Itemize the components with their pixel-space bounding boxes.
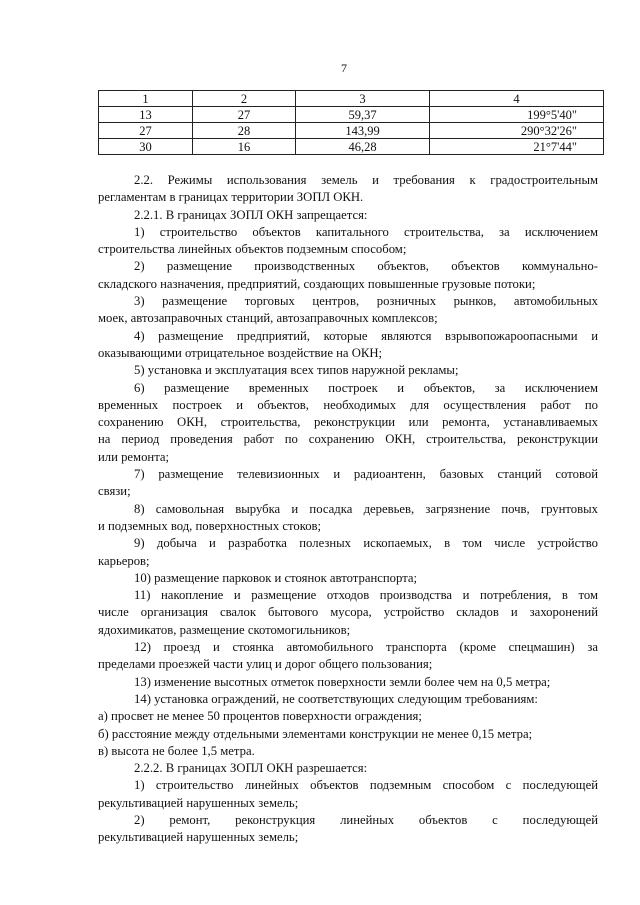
table-cell: 27 [99, 123, 193, 139]
paragraph-line: 10) размещение парковок и стоянок автотранспорта; [134, 570, 418, 585]
paragraph-line: рекультивацией нарушенных земель; [98, 795, 299, 810]
table-cell: 27 [193, 107, 296, 123]
paragraph-line: 7) размещение телевизионных и радиоантенн, базовых станций сотовой [134, 467, 598, 482]
table-header-cell: 4 [430, 91, 604, 107]
table-cell: 16 [193, 139, 296, 155]
paragraph-line: рекультивацией нарушенных земель; [98, 830, 299, 845]
paragraph-line: 2.2. Режимы использования земель и требования к градостроительным [134, 173, 598, 187]
table-row [99, 139, 604, 155]
paragraph-line: или ремонта; [98, 449, 170, 464]
paragraph-line: карьеров; [98, 553, 150, 568]
paragraph-line: 11) накопление и размещение отходов производства и потребления, в том [134, 588, 598, 603]
paragraph-line: 2) ремонт, реконструкция линейных объектов с последующей [134, 812, 598, 827]
table-row [99, 123, 604, 139]
table-cell: 59,37 [296, 107, 430, 123]
paragraph-line: 4) размещение предприятий, которые являются взрывопожароопасными и [134, 328, 598, 343]
paragraph-line: 6) размещение временных построек и объектов, за исключением [134, 380, 598, 395]
coordinates-table [98, 90, 604, 155]
paragraph-line: 2) размещение производственных объектов, объектов коммунально- [134, 259, 598, 274]
paragraph-line: регламентам в границах территории ЗОПЛ ОКН. [98, 190, 364, 205]
paragraph-line: пределами проезжей части улиц и дорог общего пользования; [98, 657, 433, 672]
table-cell: 143,99 [296, 123, 430, 139]
paragraph-line: связи; [98, 484, 131, 499]
paragraph-line: 9) добыча и разработка полезных ископаемых, в том числе устройство [134, 536, 598, 551]
table-cell: 290°32'26" [430, 123, 604, 139]
table-header-row [99, 91, 604, 107]
table-header-cell: 1 [99, 91, 193, 107]
table-row [99, 107, 604, 123]
paragraph-line: 5) установка и эксплуатация всех типов наружной рекламы; [134, 363, 459, 378]
paragraph-line: строительства линейных объектов подземным способом; [98, 242, 407, 257]
page-number: 7 [341, 61, 347, 75]
table-cell: 13 [99, 107, 193, 123]
paragraph-line: 2.2.2. В границах ЗОПЛ ОКН разрешается: [134, 761, 368, 776]
table-cell: 199°5'40" [430, 107, 604, 123]
table-header-cell: 2 [193, 91, 296, 107]
paragraph-line: ядохимикатов, размещение скотомогильников; [98, 622, 351, 637]
paragraph-line: 12) проезд и стоянка автомобильного транспорта (кроме спецмашин) за [134, 640, 598, 655]
table-cell: 30 [99, 139, 193, 155]
paragraph-line: 14) установка ограждений, не соответствующих следующим требованиям: [134, 691, 538, 706]
paragraph-line: моек, автозаправочных станций, автозаправочных комплексов; [98, 311, 438, 326]
table-cell: 21°7'44" [430, 139, 604, 155]
paragraph-line: в) высота не более 1,5 метра. [98, 743, 255, 758]
paragraph-line: 1) строительство объектов капитального строительства, за исключением [134, 224, 598, 239]
document-body [98, 172, 598, 847]
paragraph-line: 8) самовольная вырубка и посадка деревьев, загрязнение почв, грунтовых [134, 501, 598, 516]
paragraph-line: сохранению ОКН, строительства, реконструкции или ремонта, устанавливаемых [98, 415, 598, 430]
paragraph-line: а) просвет не менее 50 процентов поверхности ограждения; [98, 709, 422, 724]
paragraph-line: 1) строительство линейных объектов подземным способом с последующей [134, 778, 598, 793]
table-cell: 28 [193, 123, 296, 139]
paragraph-line: и подземных вод, поверхностных стоков; [98, 518, 322, 533]
paragraph-line: складского назначения, предприятий, создающих повышенные грузовые потоки; [98, 276, 536, 291]
paragraph-line: 2.2.1. В границах ЗОПЛ ОКН запрещается: [134, 207, 368, 222]
paragraph-line: б) расстояние между отдельными элементами конструкции не менее 0,15 метра; [98, 726, 533, 741]
paragraph-line: временных построек и объектов, необходимых для осуществления работ по [98, 397, 598, 412]
table-header-cell: 3 [296, 91, 430, 107]
paragraph-line: оказывающими отрицательное воздействие на ОКН; [98, 345, 383, 360]
paragraph-line: 3) размещение торговых центров, розничных рынков, автомобильных [134, 294, 598, 309]
table-cell: 46,28 [296, 139, 430, 155]
paragraph-line: на период проведения работ по сохранению ОКН, строительства, реконструкции [98, 432, 598, 447]
paragraph-line: числе организация свалок бытового мусора, устройство складов и захоронений [98, 605, 598, 620]
paragraph-line: 13) изменение высотных отметок поверхности земли более чем на 0,5 метра; [134, 674, 551, 689]
